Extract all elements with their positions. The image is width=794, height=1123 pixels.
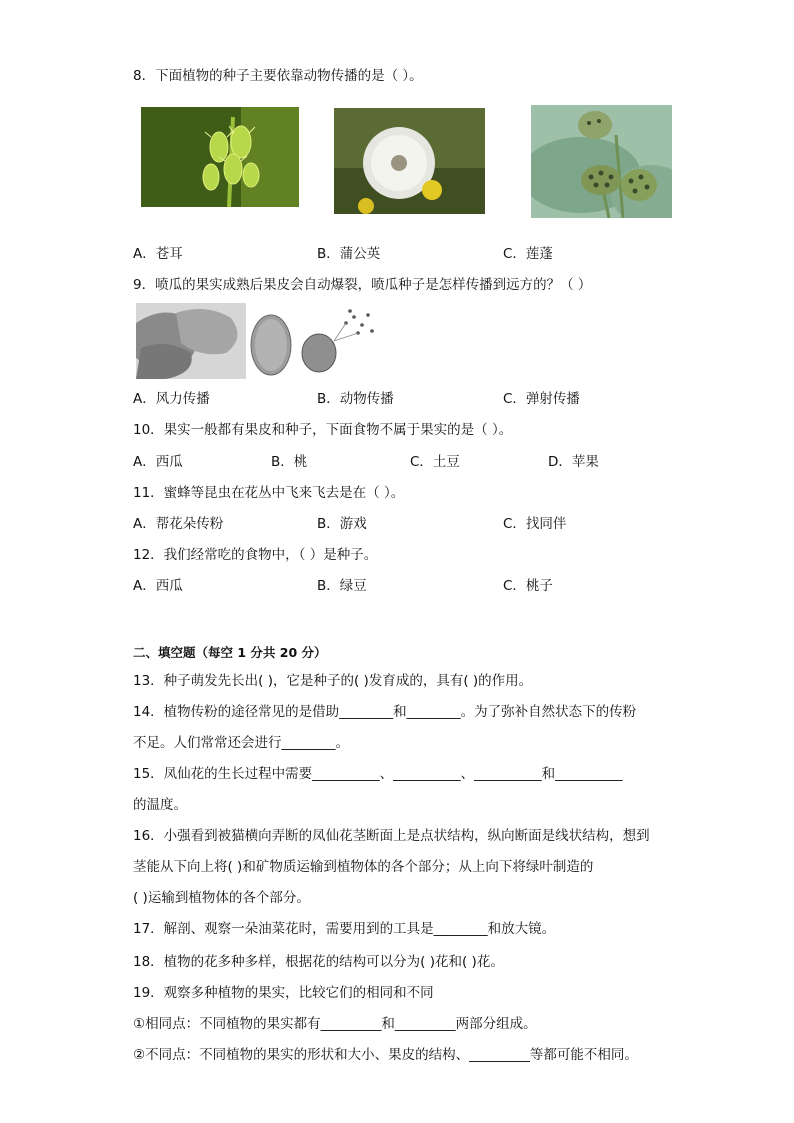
question-12-option-a[interactable]: A．西瓜: [133, 578, 183, 594]
question-15-line-2: 的温度。: [133, 797, 187, 813]
question-19: 19．观察多种植物的果实，比较它们的相同和不同: [133, 985, 434, 1001]
question-16-line-3: ( )运输到植物体的各个部分。: [133, 890, 310, 906]
question-8-stem: 8．下面植物的种子主要依靠动物传播的是（ ）。: [133, 68, 423, 84]
question-14-line-2: 不足。人们常常还会进行________。: [133, 735, 349, 751]
question-11-option-a[interactable]: A．帮花朵传粉: [133, 516, 224, 532]
question-10-option-d[interactable]: D．苹果: [548, 454, 599, 470]
question-11-option-c[interactable]: C．找同伴: [503, 516, 567, 532]
question-8-option-a[interactable]: A．苍耳: [133, 246, 183, 262]
question-8-option-b[interactable]: B．蒲公英: [317, 246, 381, 262]
question-9-stem: 9．喷瓜的果实成熟后果皮会自动爆裂，喷瓜种子是怎样传播到远方的？（ ）: [133, 277, 592, 293]
question-16-line-1: 16．小强看到被猫横向弄断的凤仙花茎断面上是点状结构，纵向断面是线状结构，想到: [133, 828, 650, 844]
question-17: 17．解剖、观察一朵油菜花时，需要用到的工具是________和放大镜。: [133, 921, 556, 937]
cocklebur-image: [141, 107, 299, 207]
question-8-option-c[interactable]: C．莲蓬: [503, 246, 553, 262]
question-10-option-a[interactable]: A．西瓜: [133, 454, 183, 470]
question-9-option-b[interactable]: B．动物传播: [317, 391, 394, 407]
question-16-line-2: 茎能从下向上将( )和矿物质运输到植物体的各个部分；从上向下将绿叶制造的: [133, 859, 594, 875]
question-12-option-b[interactable]: B．绿豆: [317, 578, 367, 594]
question-12-option-c[interactable]: C．桃子: [503, 578, 553, 594]
question-11-option-b[interactable]: B．游戏: [317, 516, 367, 532]
question-10-option-c[interactable]: C．土豆: [410, 454, 460, 470]
question-9-option-a[interactable]: A．风力传播: [133, 391, 210, 407]
dandelion-image: [334, 108, 485, 214]
squirting-cucumber-image: [136, 303, 380, 379]
question-11-stem: 11．蜜蜂等昆虫在花丛中飞来飞去是在（ ）。: [133, 485, 405, 501]
question-18: 18．植物的花多种多样，根据花的结构可以分为( )花和( )花。: [133, 954, 504, 970]
question-19-similarity: ①相同点：不同植物的果实都有_________和_________两部分组成。: [133, 1016, 537, 1032]
question-14-line-1: 14．植物传粉的途径常见的是借助________和________。为了弥补自然状态下的传粉: [133, 704, 637, 720]
lotus-seedpod-image: [531, 105, 672, 218]
section-2-heading: 二、填空题（每空 1 分共 20 分）: [133, 645, 327, 660]
question-10-stem: 10．果实一般都有果皮和种子，下面食物不属于果实的是（ ）。: [133, 422, 513, 438]
question-12-stem: 12．我们经常吃的食物中，（ ）是种子。: [133, 547, 378, 563]
question-13: 13．种子萌发先长出( )，它是种子的( )发育成的，具有( )的作用。: [133, 673, 533, 689]
question-9-option-c[interactable]: C．弹射传播: [503, 391, 580, 407]
question-19-difference: ②不同点：不同植物的果实的形状和大小、果皮的结构、_________等都可能不相同。: [133, 1047, 638, 1063]
question-15-line-1: 15．凤仙花的生长过程中需要__________、__________、__________和__________: [133, 766, 623, 782]
question-10-option-b[interactable]: B．桃: [271, 454, 308, 470]
